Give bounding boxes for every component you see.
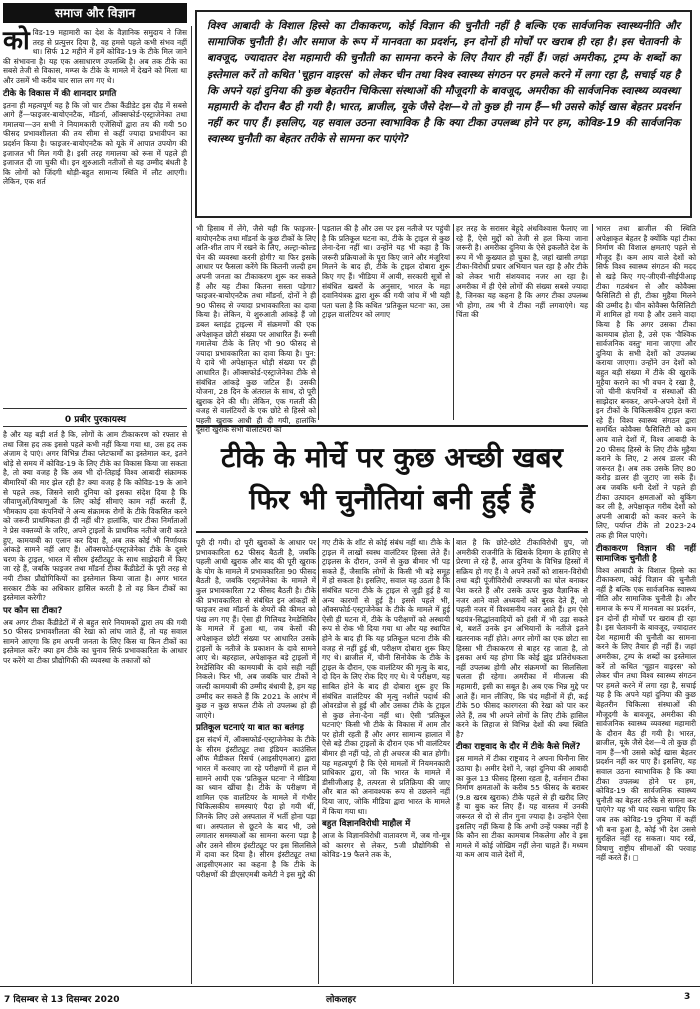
footer-page-number: 3 [684, 992, 691, 1002]
paragraph: भी हिसाब में लेंगे, जैसे यही कि फाइजर-बायोएनटैक तथा मॉडर्ना के कुछ टीकों के लिए अति-शीत ताप में रखने के लिए, अल्ट्रा-कोल्ड चेन की व्यवस्था करनी होगी? या फिर इसके आधार पर फैसला करेंगे कि कितनी जल्दी हम अपनी जनता का टीकाकरण शुरू कर सकते हैं और यह टीका कितना सस्ता पड़ेगा? फाइजर-बायोएनटैक तथा मॉडर्ना, दोनों ने ही 90 फीसद से ज्यादा प्रभावकारिता का दावा किया है। लेकिन, ये शुरुआती आंकड़े हैं जो डबल ब्लाइंड ट्राइल्स में संक्रमणों की एक अपेक्षाकृत छोटी संख्या पर आधारित हैं। रूसी गमालेया टीके के लिए भी 90 फीसद से ज्यादा प्रभावकारिता का दावा किया है। पुन: ये दावे भी अपेक्षाकृत थोड़ी संख्या पर ही आधारित हैं। ऑक्सफोर्ड-एस्ट्राजेनेका टीके से संबंधित आंकड़े कुछ जटिल हैं। उसकी योजना, 28 दिन के अंतराल के साथ, दो पूरी खुराक देने की थी। लेकिन, एक गलती की वजह से वालंटियरों के एक छोटे से हिस्से को पहली खुराक आधी ही दी गयी, हालांकि दूसरी खुराक सभी वालंटियरों को [196, 224, 316, 435]
divider [3, 426, 187, 427]
subheading: पर कौन सा टीका? [3, 605, 63, 616]
paragraph: बात है कि छोटे-छोटे टीकाविरोधी ग्रुप, जो अमरीकी राजनीति के खिसके दिमाग के हाशिए से प्रेरणा ले रहे हैं, आज दुनिया के विभिन्न हिस्सों में सक्रिय हो गए हैं। वे अपने तर्कों को शासन-विरोधी तथा बड़ी पूंजीविरोधी लफ्फाजी का घोल बनाकर पेश करते हैं और उसके ऊपर कुछ वैज्ञानिक से नजर आने वाले अध्ययनों को बुरक देते हैं, जो पहली नजर में विश्वसनीय नजर आते हैं। हम ऐसे षडयंत्र-सिद्धांतवादियों को हंसी में भी उड़ा सकते थे, बशर्ते उनके इन अभियानों के नतीजे इतने खतरनाक नहीं होते। अगर लोगों का एक छोटा सा हिस्सा भी टीकाकरण से बाहर रह जाता है, तो इसका अर्थ यह होगा कि कोई झुंड प्रतिरोधकता नहीं उपलब्ध होगी और संक्रमणों का सिलसिला चलता ही रहेगा। अमरीका में मीजल्स की महामारी, इसी का सबूत है। अब एक भिन्न मुद्दे पर आते हैं। मान लीजिए, कि चंद महीनों में ही, कई टीके 50 फीसद कारगरता की रेखा को पार कर लेते हैं, तब भी अपने लोगों के लिए टीके हासिल करने के लिहाज से विभिन्न देशों की क्या स्थिति है? [456, 538, 588, 739]
column-1-top [3, 28, 187, 408]
paragraph: आज के विज्ञानविरोधी वातावरण में, जब गो-मूत्र को कारगर से लेकर, 5जी प्रौद्योगिकी से कोविड-19 फैलने तक के, [322, 831, 450, 860]
column-rule [191, 26, 192, 984]
subheading: प्रतिकूल घटनाएं या बात का बतंगड़ [196, 723, 304, 734]
column-rule [453, 224, 454, 420]
footer-date: 7 दिसम्बर से 13 दिसम्बर 2020 [4, 995, 120, 1005]
byline: 0 प्रबीर पुरकायस्थ [64, 415, 127, 425]
headline-line-2: फिर भी चुनौतियां बनी हुई हैं [249, 483, 535, 516]
paragraph: इतना ही महत्वपूर्ण यह है कि जो चार टीका कैंडीडेट इस दौड़ में सबसे आगे हैं—फाइजर-बायोएनटैक, मॉडर्ना, ऑक्सफोर्ड-एस्ट्राजेनेका तथा गमालया—उन सभी ने नियामकारी एजेंसियों द्वारा तय की गयी 50 फीसद प्रभावशीलता की तय सीमा से कहीं ज्यादा प्रभावीपन का प्रदर्शन किया है। फाइजर-बायोएनटैक को यूके में आपात उपयोग की इजाजत भी मिल गयी है। इसी तरह गमालया को रूस में पहले ही इजाजत दी जा चुकी थी। इन शुरुआती नतीजों से यह उम्मीद बंधती है कि लोगों को जिंदगी थोड़ी-बहुत सामान्य स्थिति में लौट आएगी। लेकिन, एक शर्त [3, 100, 187, 187]
column-2-bottom [196, 538, 316, 984]
intro-paragraph: कोविड-19 महामारी का देश के वैज्ञानिक समुदाय ने जिस तरह से प्रत्युत्तर दिया है, वह हमसे पहले कभी संभव नहीं था। सिर्फ 12 महीने में हमें कोविड-19 के टीके मिल जाने की संभावना है। यह एक असाधारण उपलब्धि है। अब तक टीके का सबसे तेजी से विकास, मम्प्स के टीके के मामले में देखने को मिला था और उसमें भी करीब चार साल लग गए थे। [3, 26, 187, 85]
footer-paper-name: लोकलहर [326, 995, 356, 1005]
paragraph: अब अगर टीका कैंडीडेटों में से बहुत सारे नियामकों द्वारा तय की गयी 50 फीसद प्रभावशीलता की रेखा को लांघ जाते हैं, तो यह सवाल सामने आएगा कि हम अपनी जनता के लिए किस या किन टीकों का इस्तेमाल करें? क्या हम टीके का चुनाव सिर्फ प्रभावकारिता के आधार पर करेंगे या टीका प्रौद्योगिकी की व्यवस्था के तकाजों को [3, 617, 187, 666]
subheading: टीका राष्ट्रवाद के दौर में टीके कैसे मिलें? [456, 742, 581, 753]
column-1-bottom [3, 430, 187, 982]
paragraph: इस मामले में टीका राष्ट्रवाद ने अपना घिनौना सिर उठाया है। अमीर देशों ने, जहां दुनिया की आबादी का कुल 13 फीसद हिस्सा रहता है, वर्तमान टीका निर्माण क्षमताओं के करीब 55 फीसद के बराबर (9.8 खरब खुराक) टीके पहले से ही खरीद लिए हैं या बुक कर लिए हैं। यह वास्तव में उनकी जरूरत से दो से तीन गुना ज्यादा है। उन्होंने ऐसा इसलिए नहीं किया है कि अभी उन्हें पक्का नहीं है कि कौन सा टीका कामयाब निकलेगा और वे इस मामले में कोई जोखिम नहीं लेना चाहते हैं। मध्यम या कम आय वाले देशों में, [456, 754, 588, 860]
paragraph: हर तरह के सरासर बेहूदे अंधविश्वास फैलाए जा रहे हैं, ऐसे मुद्दों को तेजी से हल किया जाना जरूरी है। अमरीका दुनिया के ऐसे इकलौते देश के रूप में भी कुख्यात हो चुका है, जहां खासी तगड़ा टीका-विरोधी प्रचार अभियान चल रहा है और टीके को लेकर भारी संशयवाद नजर आ रहा है। अमरीका में ही ऐसे लोगों की संख्या सबसे ज्यादा है, जिनका यह कहना है कि अगर टीका उपलब्ध भी होगा, तब भी वे टीका नहीं लगवाएंगे। यह चिंता की [456, 224, 588, 320]
divider [3, 408, 187, 409]
paragraph: पूरी दी गयी। दो पूरी खुराकों के आधार पर प्रभावकारिता 62 फीसद बैठती है, जबकि पहली आधी खुराक और बाद की पूरी खुराक के योग के मामले में प्रभावकारिता 90 फीसद बैठती है, जबकि एस्ट्राजेनेका के मामले में कुल प्रभावकारिता 72 फीसद बैठती है। टीके की प्रभावकारिता से संबंधित इन आंकड़ों से फाइजर तथा मॉडर्ना के शेयरों की कीमत को पंख लग गए हैं। ऐसा ही गिलियड रेमडेसिविर के मामले में हुआ था, जब केसों की अपेक्षाकृत छोटी संख्या पर आधारित उसके ट्राइलों के नतीजे के प्रकाशन के दावे सामने आए थे। बहरहाल, अपेक्षाकृत बड़े ट्राइलों में रेमडेसिविर की कामयाबी के दावे सही नहीं निकले। फिर भी, अब जबकि चार टीकों ने जल्दी कामयाबी की उम्मीद बंधायी है, हम यह उम्मीद कर सकते हैं कि 2021 के आरंभ में कुछ न कुछ सफल टीके तो उपलब्ध हो ही जाएंगे। [196, 538, 316, 720]
column-3-bottom [322, 538, 450, 984]
subheading: टीकाकरण विज्ञान की नहीं सामाजिक चुनौती है [596, 543, 696, 564]
headline [196, 425, 588, 533]
column-4-bottom [456, 538, 588, 984]
paragraph: विश्व आबादी के विशाल हिस्से का टीकाकरण, कोई विज्ञान की चुनौती नहीं है बल्कि एक सार्वजनिक स्वास्थ्य नीति और सामाजिक चुनौती है। और समाज के रूप में मानवता का प्रदर्शन, इन दोनों ही मोर्चों पर खराब ही रहा है। इस चेतावनी के बावजूद, ज्यादातर देश महामारी की चुनौती का सामना करने के लिए तैयार ही नहीं हैं। जहां अमरीका, ट्रम्प के शब्दों का इस्तेमाल करें तो कथित 'चूहान वाइरस' को लेकर चीन तथा विश्व स्वास्थ्य संगठन पर हमले करने में लगा रहा है, सचाई यह है कि अपने यहां दुनिया की कुछ बेहतरीन चिकित्सा संस्थाओं की मौजूदगी के बावजूद, अमरीका की सार्वजनिक स्वास्थ्य व्यवस्था महामारी के दौरान बैठ ही गयी है। भारत, ब्राजील, यूके जैसे देश—ये तो कुछ ही नाम हैं—भी उससे कोई खास बेहतर प्रदर्शन नहीं कर पाए हैं। इसलिए, यह सवाल उठना स्वाभाविक है कि क्या टीका उपलब्ध होने पर हम, कोविड-19 की सार्वजनिक स्वास्थ्य चुनौती का बेहतर तरीके से सामना कर पाएंगे? यह भी याद रखना चाहिए कि जब तक कोविड-19 दुनिया में कहीं भी बना हुआ है, कोई भी देश उससे सुरक्षित नहीं रह सकता। याद रखें, विषाणु राष्ट्रीय सीमाओं की परवाह नहीं करते हैं। ◻ [596, 565, 696, 863]
column-rule [592, 224, 593, 984]
section-title: समाज और विज्ञान [3, 3, 187, 23]
page-footer [0, 986, 700, 1009]
paragraph: भारत तथा ब्राजील की स्थिति अपेक्षाकृत बेहतर है क्योंकि यहां टीका निर्माण की विशाल क्षमताएं पहले से मौजूद हैं। कम आय वाले देशों को सिर्फ विश्व स्वास्थ्य संगठन की मदद से खड़े किए गए-जीएवी-सीईपीआइ टीका गठबंधन से और कोवैक्स फैसिलिटी से ही, टीका मुहैया मिलने की उम्मीद है। चीन कोवैक्स फैसिलिटी में शामिल हो गया है और उसने वादा किया है कि अगर उसका टीका कामयाब होता है, उसे एक 'वैश्विक सार्वजनिक वस्तु' माना जाएगा और दुनिया के सभी देशों को उपलब्ध कराया जाएगा। उन्होंने उन देशों को बहुत बड़ी संख्या में टीके की खुराकें मुहैया कराने का भी वचन दे रखा है, जो चीनी कंपनियों व संस्थाओं की साझेदार बनकर, अपने-अपने देशों में इन टीकों के चिकित्सकीय ट्राइल करा रहे हैं। विश्व स्वास्थ्य संगठन द्वारा समर्थित कोवैक्स फैसिलिटी को कम आय वाले देशों में, विश्व आबादी के 20 फीसद हिस्से के लिए टीके मुहैया कराने के लिए, 2 अरब डालर की जरूरत है। अब तक उसके लिए 80 करोड़ डालर ही जुटाए जा सके हैं। अब जबकि धनी देशों ने पहले ही टीका उत्पादन क्षमताओं को बुकिंग कर ली है, अपेक्षाकृत गरीब देशों को अपनी आबादी को कवर करने के लिए, पर्याप्त टीके तो 2023-24 तक ही मिल पाएंगे। [596, 224, 696, 540]
subheading: बहुत विज्ञानविरोधी माहौल में [322, 819, 411, 830]
column-rule [453, 538, 454, 984]
column-5 [596, 224, 696, 984]
column-rule [318, 538, 319, 984]
paragraph: पड़ताल की है और उस पर इस नतीजे पर पहुंची है कि प्रतिकूल घटना का, टीके के ट्राइल से कुछ लेना-देना नहीं था। उन्होंने यह भी कहा है कि जरूरी प्रक्रियाओं के पूरा किए जाने और मंजूरियां मिलने के बाद ही, टीके के ट्राइल दोबारा शुरू किए गए हैं। भीडिया में आयी, सरकारी सूत्रों से संबंधित खबरों के अनुसार, भारत के महा दवानियंत्रक द्वारा शुरू की गयी जांच में भी यही पता चला है कि कथित 'प्रतिकूल घटना' का, उस ट्राइल वालंटियर को लगाए [322, 224, 450, 320]
column-3-top [322, 224, 450, 420]
column-rule [318, 224, 319, 420]
paragraph: इस संदर्भ में, ऑक्सफोर्ड-एस्ट्राजेनेका के टीके के सीरम इंस्टीट्यूट तथा इंडियन काउंसिल ऑफ मैडीकल रिसर्च (आइसीएमआर) द्वारा भारत में करवाए जा रहे परीक्षणों में हाल में सामने आयी एक 'प्रतिकूल घटना' ने मीडिया का ध्यान खींचा है। टीके के परीक्षण में शामिल एक वालंटियर के मामले में गंभीर चिकित्सकीय समस्याएं पैदा हो गयी थीं, जिनके लिए उसे अस्पताल में भर्ती होना पड़ा था। अस्पताल से छूटने के बाद भी, उसे लगातार समस्याओं का सामना करना पड़ा है और उसने सीरम इंस्टीट्यूट पर इस सिलसिले में दावा कर दिया है। सीरम इंस्टीट्यूट तथा आइसीएमआर का कहना है कि टीके के परीक्षणों की डीएसएमबी कमेटी ने इस मुद्दे की [196, 735, 316, 879]
pull-quote: विश्व आबादी के विशाल हिस्से का टीकाकरण, कोई विज्ञान की चुनौती नहीं है बल्कि एक सार्वजनिक स्वास्थ्यनीति और सामाजिक चुनौती है। और समाज के रूप में मानवता का प्रदर्शन, इन दोनों ही मोर्चों पर खराब ही रहा है। इस चेतावनी के बावजूद, ज्यादातर देश महामारी की चुनौती का सामना करने के लिए तैयार ही नहीं हैं। जहां अमरीका, ट्रम्प के शब्दों का इस्तेमाल करें तो कथित 'चूहान वाइरस' को लेकर चीन तथा विश्व स्वास्थ्य संगठन पर हमले करने में लगा रहा है, सचाई यह है कि अपने यहां दुनिया की कुछ बेहतरीन चिकित्सा संस्थाओं की मौजूदगी के बावजूद, अमरीका की सार्वजनिक स्वास्थ्य व्यवस्था महामारी के दौरान बैठ ही गयी है। भारत, ब्राजील, यूके जैसे देश—ये तो कुछ ही नाम हैं—भी उससे कोई खास बेहतर प्रदर्शन नहीं कर पाए हैं। इसलिए, यह सवाल उठना स्वाभाविक है कि क्या टीका उपलब्ध होने पर हम, कोविड-19 की सार्वजनिक स्वास्थ्य चुनौती का बेहतर तरीके से सामना कर पाएंगे? [195, 10, 692, 218]
paragraph: है और यह बड़ी शर्त है कि, लोगों के आम टीकाकरण को रफ्तार से तथा जिस हद तक इससे पहले कभी नहीं किया गया था, उस हद तक अंजाम दे पाएं। अगर विभिन्न टीका प्लेटफार्मों का इस्तेमाल कर, इतने थोड़े से समय में कोविड-19 के लिए टीके का विकास किया जा सकता है, तो क्या वजह है कि अब भी दो-तिहाई विश्व आबादी संक्रामक बीमारियों की मार झेल रही है? क्या वजह है कि कोविड-19 के आने से पहले तक, जिसने सारी दुनिया को इसका संदेश दिया है कि जीवाणुओं/विषाणुओं के लिए कोई सीमाएं काम नहीं करती हैं, भीमकाय दवा कंपनियों ने अन्य संक्रामक रोगों के टीके विकसित करने को जरूरी प्राथमिकता ही दी नहीं थी? हालांकि, चार टीका निर्माताओं ने प्रेस वक्तव्यों के जरिए, अपने ट्राइलों के प्राथमिक नतीजे जारी करते हुए, कामयाबी का एलान कर दिया है, अब तक कोई भी निर्णायक आंकड़े सामने नहीं आए हैं। ऑक्सफोर्ड-एस्ट्राजेनेका टीके के दूसरे चरण के ट्राइल, भारत में सीरम इंस्टीट्यूट के साथ साझेदारी में किए जा रहे हैं, जबकि फाइजर तथा मॉडर्ना टीका कैंडीडेटों के पूरी तरह से नयी टीका प्रौद्योगिकियों का इस्तेमाल किया जाता है। अगर भारत सरकार टीके का अधिकार हासिल करती है तो वह किन टीकों का इस्तेमाल करेगी? [3, 430, 187, 603]
drop-cap: को [3, 26, 30, 56]
headline-line-1: टीके के मोर्चे पर कुछ अच्छी खबर [220, 441, 564, 474]
paragraph: गए टीके के शॉट से कोई संबंध नहीं था। टीके के ट्राइल में लाखों स्वस्थ वालंटियर हिस्सा लेते हैं। ट्राइलस के दौरान, उनमें से कुछ बीमार भी पड़ सकते हैं, जैसाकि लोगों के किसी भी बड़े समूह में हो सकता है। इसलिए, सवाल यह उठता है कि संबंधित घटना टीके के ट्राइल से जुड़ी हुई है या अन्य कारणों से हुई है। इससे पहले भी, ऑक्सफोर्ड-एस्ट्राजेनेका के टीके के मामले में हुई ऐसी ही घटना में, टीके के परीक्षणों को अस्थायी रूप से रोक भी दिया गया था और यह स्थापित होने के बाद ही कि यह प्रतिकूल घटना टीके की वजह से नहीं हुई थी, परीक्षण दोबारा शुरू किए गए थे। ब्राजील में, चीनी सिनोवेक के टीके के ट्राइल के दौरान, एक वालंटियर की मृत्यु के बाद, दो दिन के लिए रोक दिए गए थे। ये परीक्षण, यह साबित होने के बाद ही दोबारा शुरू हुए कि संबंधित वालंटियर की मृत्यु नशीले पदार्थ की ओवरडोज से हुई थी और उसका टीके के ट्राइल से कुछ लेना-देना नहीं था। ऐसी 'प्रतिकूल घटनाएं' किसी भी टीके के विकास में आम तौर पर होती रहती हैं और अगर सामान्य हालात में ऐसे बड़े टीका ट्राइलों के दौरान एक भी वालंटियर बीमार ही नहीं पड़े, तो ही अचरज की बात होगी। यह महत्वपूर्ण है कि ऐसे मामलों में नियमनकारी प्राधिकार द्वारा, जो कि भारत के मामले में डीसीजीआइ है, तत्परता से प्रतिक्रिया की जाए और बात को अनावश्यक रूप से उछलने नहीं दिया जाए, जोकि मीडिया द्वारा भारत के मामले में किया गया था। [322, 538, 450, 816]
column-2-top [196, 224, 316, 435]
subheading: टीके के विकास में की शानदार प्रगति [3, 88, 117, 99]
column-4-top [456, 224, 588, 420]
